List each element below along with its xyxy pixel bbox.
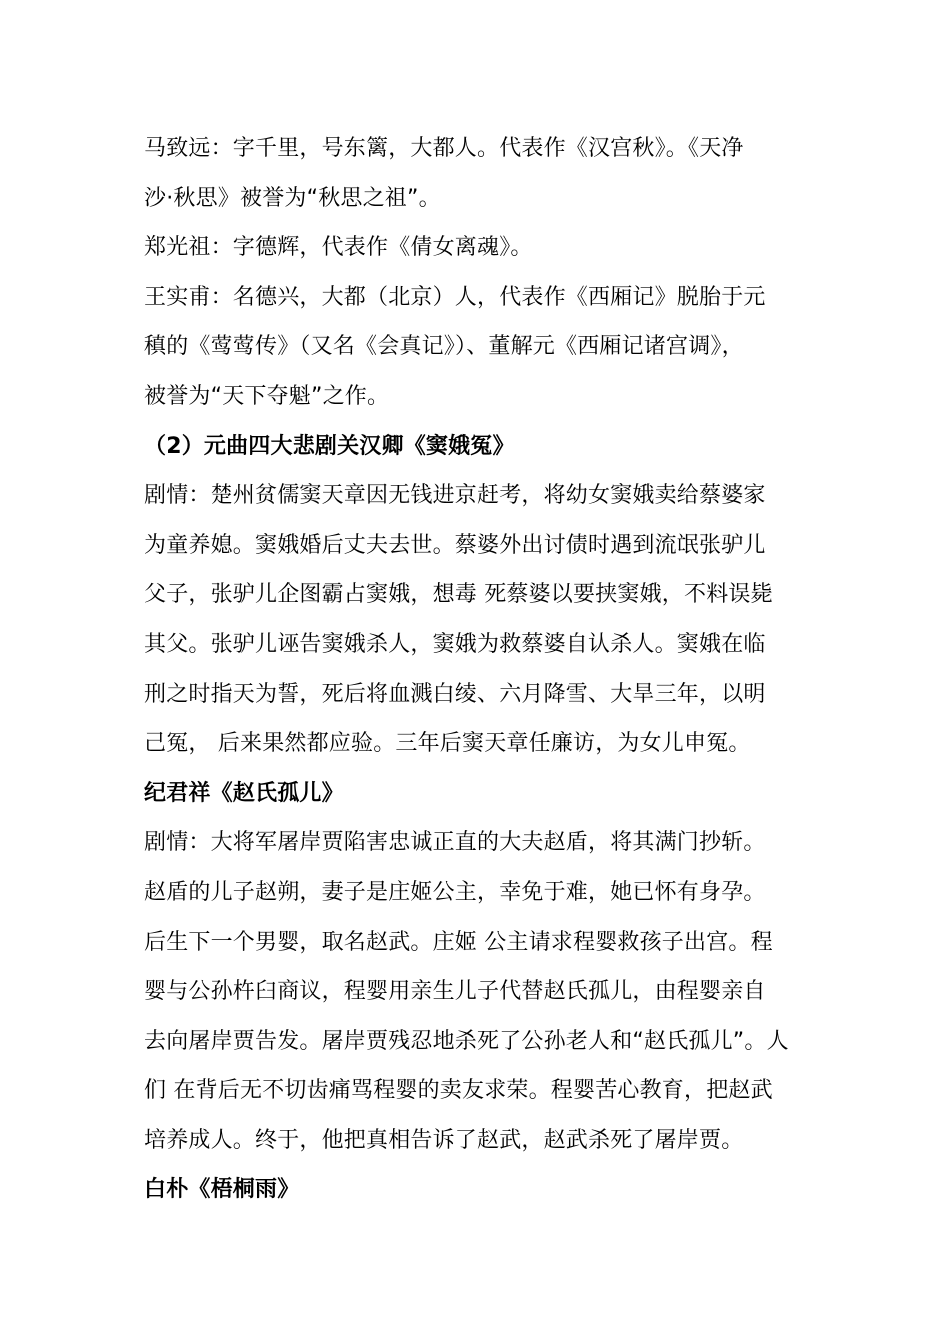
- text-line: 被誉为“天下夺魁”之作。: [144, 383, 390, 409]
- text-line: 父子，张驴儿企图霸占窦娥，想毒 死蔡婆以要挟窦娥，不料误毙: [144, 582, 773, 608]
- text-line: 剧情：楚州贫儒窦天章因无钱进京赶考，将幼女窦娥卖给蔡婆家: [144, 483, 766, 509]
- section-heading-dou-e: （2）元曲四大悲剧关汉卿《窦娥冤》: [144, 433, 515, 459]
- text-line: 王实甫：名德兴，大都（北京）人，代表作《西厢记》脱胎于元: [144, 284, 766, 310]
- text-line: 己冤， 后来果然都应验。三年后窦天章任廉访，为女儿申冤。: [144, 731, 751, 757]
- text-line: 马致远：字千里，号东篱，大都人。代表作《汉宫秋》。《天净: [144, 136, 744, 161]
- text-line: 其父。张驴儿诬告窦娥杀人，窦娥为救蔡婆自认杀人。窦娥在临: [144, 631, 766, 657]
- text-line: 婴与公孙杵臼商议，程婴用亲生儿子代替赵氏孤儿，由程婴亲自: [144, 979, 766, 1005]
- text-line: 为童养媳。窦娥婚后丈夫去世。蔡婆外出讨债时遇到流氓张驴儿: [144, 532, 766, 558]
- section-heading-zhao-orphan: 纪君祥《赵氏孤儿》: [144, 780, 344, 806]
- text-line: 后生下一个男婴，取名赵武。庄姬 公主请求程婴救孩子出宫。程: [144, 929, 773, 955]
- text-line: 沙·秋思》被誉为“秋思之祖”。: [144, 185, 441, 211]
- text-line: 稹的《莺莺传》（又名《会真记》）、董解元《西厢记诸宫调》，: [144, 334, 744, 360]
- text-line: 去向屠岸贾告发。屠岸贾残忍地杀死了公孙老人和“赵氏孤儿”。人: [144, 1028, 789, 1054]
- document-page: [144, 124, 834, 1215]
- text-line: 们 在背后无不切齿痛骂程婴的卖友求荣。程婴苦心教育，把赵武: [144, 1078, 773, 1104]
- text-line: 郑光祖：字德辉，代表作《倩女离魂》。: [144, 235, 533, 261]
- text-line: 培养成人。终于，他把真相告诉了赵武，赵武杀死了屠岸贾。: [144, 1127, 744, 1153]
- text-line: 剧情：大将军屠岸贾陷害忠诚正直的大夫赵盾，将其满门抄斩。: [144, 830, 766, 856]
- section-heading-wutong-rain: 白朴《梧桐雨》: [144, 1177, 300, 1203]
- text-line: 刑之时指天为誓，死后将血溅白绫、六月降雪、大旱三年，以明: [144, 681, 766, 707]
- text-line: 赵盾的儿子赵朔，妻子是庄姬公主，幸免于难，她已怀有身孕。: [144, 879, 766, 905]
